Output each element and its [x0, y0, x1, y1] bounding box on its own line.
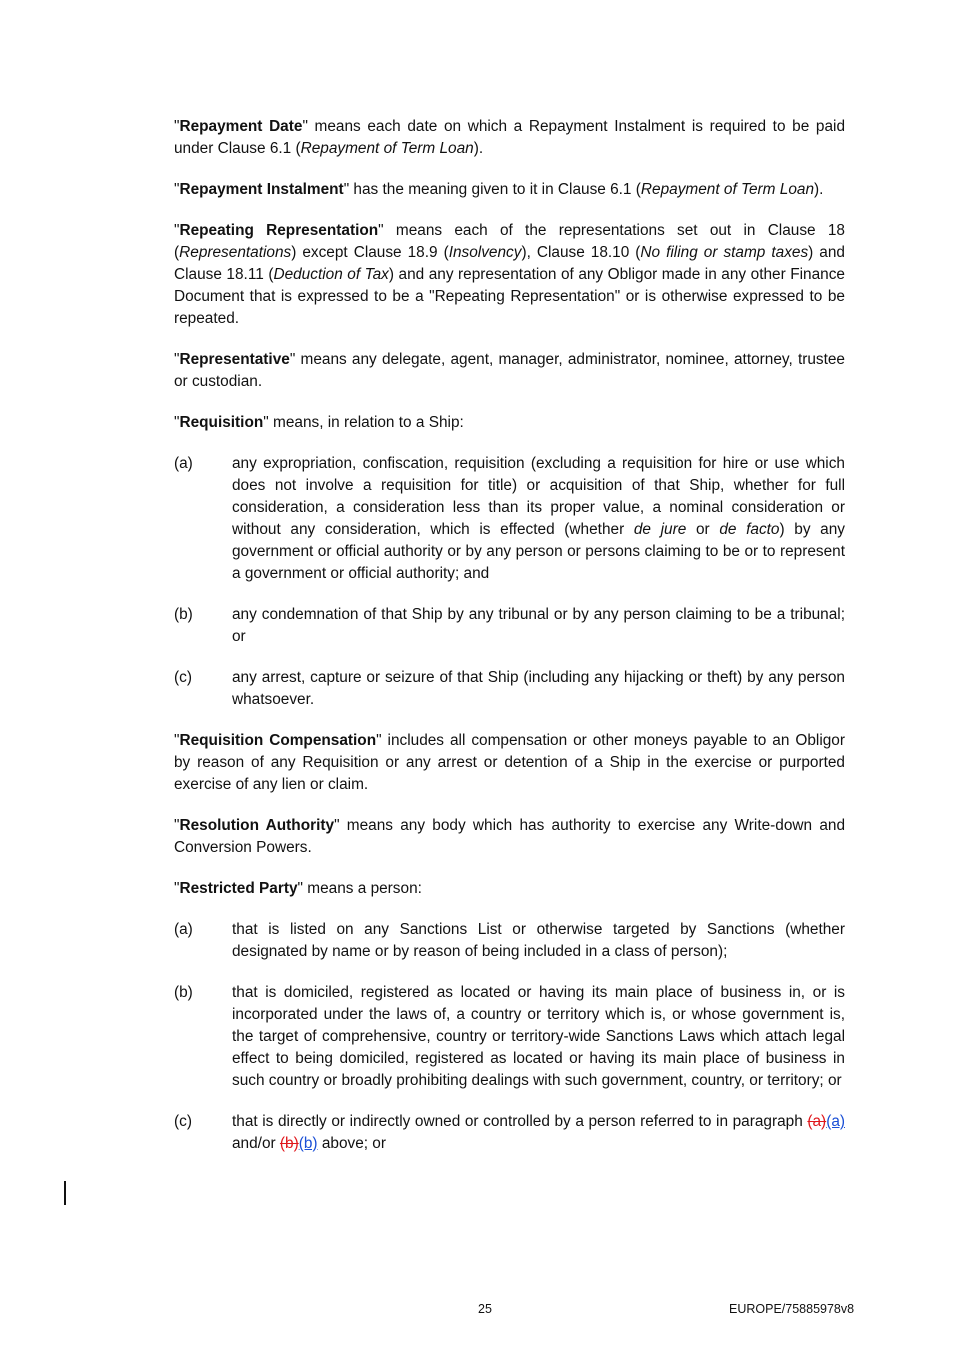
quote: " — [297, 880, 303, 897]
list-item — [174, 919, 845, 963]
item-label: (b) — [174, 606, 193, 623]
definition-repayment-instalment — [174, 179, 845, 201]
quote: " — [263, 414, 269, 431]
item-label: (c) — [174, 1113, 192, 1130]
item-text: ) by any government or official authority or by any person or persons claiming to be or to represent a government or official authority; and — [232, 521, 846, 582]
definition-text: means any body which has authority to exercise any Write-down and Conversion Powers. — [174, 817, 845, 856]
quote: " — [376, 732, 382, 749]
list-item — [174, 1111, 845, 1155]
quote: " — [302, 118, 308, 135]
defined-term: Resolution Authority — [179, 817, 335, 834]
inserted-text: (b) — [298, 1135, 318, 1152]
definition-text: ). — [473, 140, 484, 157]
defined-term: Restricted Party — [179, 880, 298, 897]
defined-term: Representative — [179, 351, 290, 368]
item-label: (c) — [174, 669, 192, 686]
item-text: that is directly or indirectly owned or controlled by a person referred to in paragraph — [232, 1113, 808, 1130]
item-italic: de jure — [633, 521, 687, 538]
definition-text: means a person: — [302, 880, 422, 897]
quote: " — [174, 414, 180, 431]
item-text: that is listed on any Sanctions List or otherwise targeted by Sanctions (whether designated by name or by reason of being included in a class of person); — [232, 921, 845, 960]
definition-text: ) and any representation of any Obligor made in any other Finance Document that is expressed to be a "Repeating Representation" or is otherwise expressed to be repeated. — [174, 266, 845, 327]
defined-term: Repayment Date — [179, 118, 303, 135]
defined-term: Repeating Representation — [179, 222, 379, 239]
definition-text: means, in relation to a Ship: — [268, 414, 464, 431]
defined-term: Requisition — [179, 414, 264, 431]
clause-title: No filing or stamp taxes — [640, 244, 809, 261]
definition-representative — [174, 349, 845, 393]
quote: " — [174, 817, 180, 834]
list-item — [174, 667, 845, 711]
quote: " — [174, 118, 180, 135]
list-item — [174, 604, 845, 648]
quote: " — [174, 732, 180, 749]
item-text: and/or — [232, 1135, 280, 1152]
clause-title: Repayment of Term Loan — [300, 140, 474, 157]
list-item — [174, 982, 845, 1092]
item-text: above; or — [317, 1135, 386, 1152]
item-text: any arrest, capture or seizure of that Ship (including any hijacking or theft) by any person whatsoever. — [232, 669, 845, 708]
page-number: 25 — [478, 1302, 492, 1316]
document-body — [174, 116, 845, 1174]
definition-text: means each date on which a Repayment Instalment is required to be paid under Clause 6.1 ( — [174, 118, 845, 157]
quote: " — [174, 181, 180, 198]
list-item — [174, 453, 845, 585]
defined-term: Requisition Compensation — [179, 732, 377, 749]
item-label: (a) — [174, 921, 193, 938]
defined-term: Repayment Instalment — [179, 181, 344, 198]
item-text: any expropriation, confiscation, requisition (excluding a requisition for hire or use which does not involve a requisition for title) or acquisition of that Ship, whether for full consideration, a consideration less than its proper value, a nominal consideration or without any consideration, which is effected (whether — [232, 455, 845, 538]
definition-text: ) except Clause 18.9 ( — [291, 244, 449, 261]
item-text: or — [686, 521, 720, 538]
definition-repeating-representation — [174, 220, 845, 330]
definition-requisition — [174, 412, 845, 434]
definition-text: means any delegate, agent, manager, administrator, nominee, attorney, trustee or custodian. — [174, 351, 845, 390]
definition-text: includes all compensation or other moneys payable to an Obligor by reason of any Requisition or any arrest or detention of a Ship in the exercise or purported exercise of any lien or claim. — [174, 732, 845, 793]
quote: " — [343, 181, 350, 198]
quote: " — [174, 351, 180, 368]
quote: " — [174, 880, 180, 897]
item-italic: de facto — [719, 521, 780, 538]
deleted-text: (b) — [279, 1135, 299, 1152]
clause-title: Insolvency — [448, 244, 522, 261]
definition-text: has the meaning given to it in Clause 6.1 ( — [349, 181, 641, 198]
definition-text: ). — [814, 181, 824, 198]
quote: " — [289, 351, 296, 368]
item-text: that is domiciled, registered as located or having its main place of business in, or is incorporated under the laws of, a country or territory which is, or whose government is, the target of comprehensive, country or territory-wide Sanctions Laws which attach legal effect to being domiciled, registered as located or having its main place of business in such country or broadly prohibiting dealings with such government, country, or territory; or — [232, 984, 845, 1089]
change-bar — [64, 1181, 66, 1205]
definition-repayment-date — [174, 116, 845, 160]
definition-requisition-compensation — [174, 730, 845, 796]
quote: " — [334, 817, 340, 834]
definition-text: ) and Clause 18.11 ( — [174, 244, 845, 283]
definition-text: ), Clause 18.10 ( — [521, 244, 641, 261]
clause-title: Repayment of Term Loan — [640, 181, 815, 198]
definition-resolution-authority — [174, 815, 845, 859]
quote: " — [174, 222, 180, 239]
clause-title: Deduction of Tax — [273, 266, 389, 283]
item-label: (a) — [174, 455, 193, 472]
item-label: (b) — [174, 984, 193, 1001]
inserted-text: (a) — [826, 1113, 845, 1130]
definition-restricted-party — [174, 878, 845, 900]
item-text: any condemnation of that Ship by any tribunal or by any person claiming to be a tribunal; or — [232, 606, 845, 645]
quote: " — [378, 222, 384, 239]
clause-title: Representations — [179, 244, 292, 261]
document-reference: EUROPE/75885978v8 — [729, 1302, 855, 1316]
definition-text: means each of the representations set out in Clause 18 ( — [174, 222, 845, 261]
deleted-text: (a) — [807, 1113, 827, 1130]
